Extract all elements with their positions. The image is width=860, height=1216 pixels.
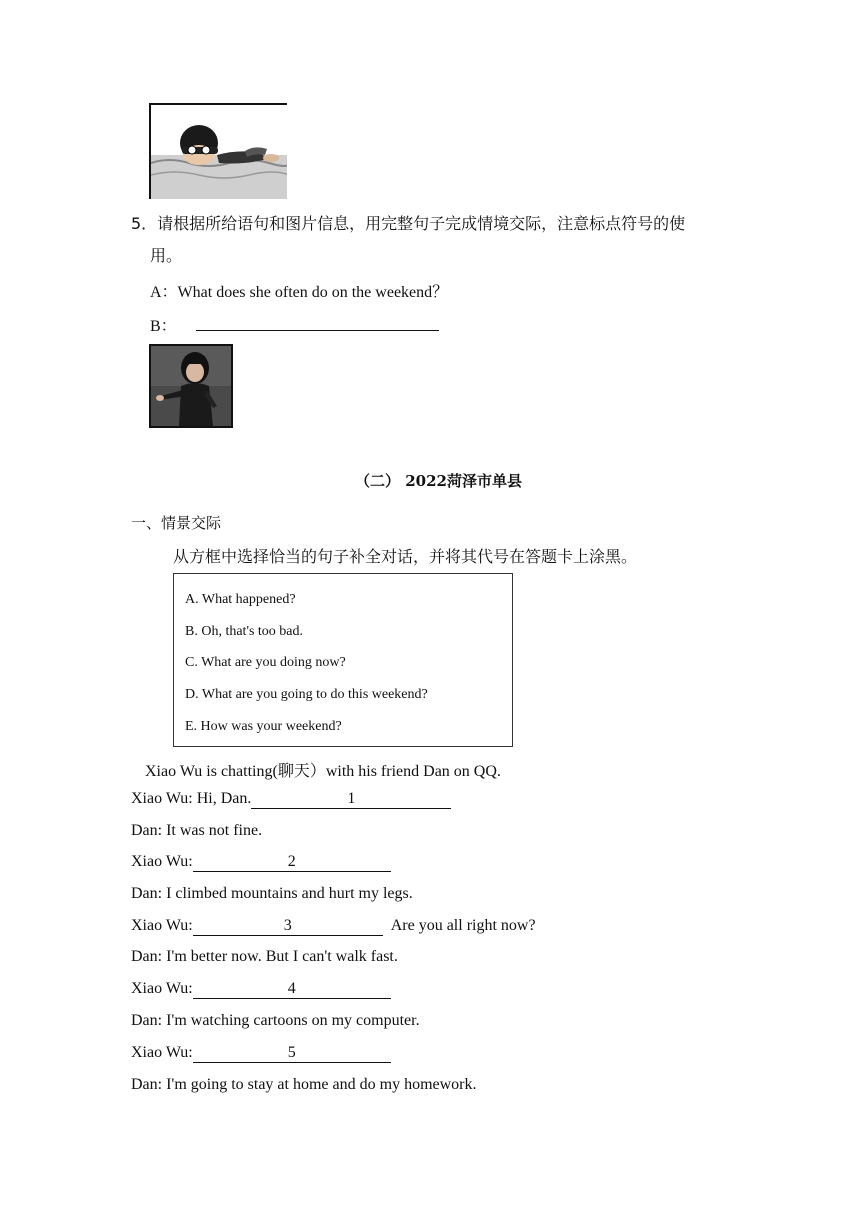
section-heading: 一、情景交际 [131, 514, 222, 532]
dialogue-line-3 [131, 853, 391, 872]
option-d: D. What are you going to do this weekend? [185, 687, 428, 702]
blank-number: 5 [287, 1044, 296, 1061]
girl-image [149, 344, 233, 428]
dialogue-line-7 [131, 980, 391, 999]
option-b: B. Oh, that's too bad. [185, 624, 304, 639]
answer-blank-2[interactable] [193, 853, 391, 872]
blank-number: 4 [287, 980, 296, 997]
option-a: A. What happened? [185, 592, 296, 607]
options-box [173, 573, 513, 747]
answer-blank-1[interactable] [251, 790, 451, 809]
dialogue-line-5 [131, 917, 536, 936]
dialogue-line-9 [131, 1044, 391, 1063]
dialogue-line-6: Dan: I'm better now. But I can't walk fast. [131, 948, 398, 965]
dialogue-line-10: Dan: I'm going to stay at home and do my homework. [131, 1076, 477, 1093]
dialogue-speaker-text: Xiao Wu: Hi, Dan. [131, 790, 252, 807]
section-title: （二） 2022菏泽市单县 [355, 472, 522, 490]
dialogue-speaker-text: Xiao Wu: [131, 1044, 193, 1061]
option-e: E. How was your weekend? [185, 719, 342, 734]
dialogue-line-4: Dan: I climbed mountains and hurt my legs. [131, 885, 413, 902]
question-5-line1: 5．请根据所给语句和图片信息，用完整句子完成情境交际，注意标点符号的使 [131, 214, 686, 233]
dialogue-line-2: Dan: It was not fine. [131, 822, 263, 839]
answer-blank-b[interactable] [196, 312, 439, 331]
dialogue-intro: Xiao Wu is chatting(聊天）with his friend Dan on QQ. [145, 763, 501, 780]
answer-blank-4[interactable] [193, 980, 391, 999]
instruction-text: 从方框中选择恰当的句子补全对话，并将其代号在答题卡上涂黑。 [173, 547, 638, 566]
question-5-b-label: B： [150, 318, 177, 335]
dialogue-line-8: Dan: I'm watching cartoons on my computer. [131, 1012, 420, 1029]
dialogue-followup-text: Are you all right now? [390, 917, 536, 934]
answer-blank-5[interactable] [193, 1044, 391, 1063]
dialogue-speaker-text: Xiao Wu: [131, 917, 193, 934]
blank-number: 1 [347, 790, 356, 807]
question-5-a-line: A：What does she often do on the weekend？ [150, 284, 449, 301]
swimmer-image [149, 103, 287, 199]
blank-number: 3 [283, 917, 292, 934]
option-c: C. What are you doing now? [185, 655, 346, 670]
dialogue-speaker-text: Xiao Wu: [131, 980, 193, 997]
answer-blank-3[interactable] [193, 917, 383, 936]
dialogue-speaker-text: Xiao Wu: [131, 853, 193, 870]
blank-number: 2 [287, 853, 296, 870]
dialogue-line-1 [131, 790, 451, 809]
question-5-line2: 用。 [150, 246, 183, 265]
